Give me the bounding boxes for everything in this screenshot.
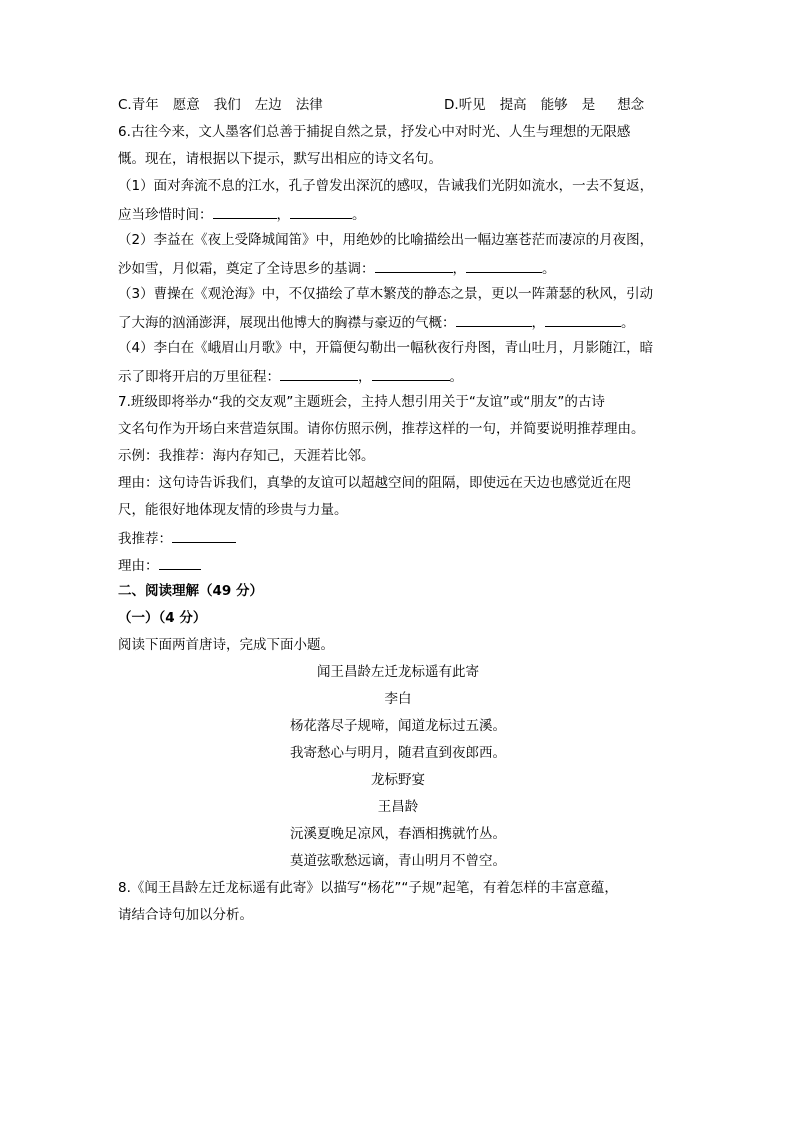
q7-reason-line-1: 理由：这句诗告诉我们，真挚的友谊可以超越空间的阻隔，即使远在天边也感觉近在咫 bbox=[118, 475, 631, 491]
option-c-word: 愿意 bbox=[172, 97, 200, 113]
q8-line-1: 8.《闻王昌龄左迁龙标遥有此寄》以描写“杨花”“子规”起笔，有着怎样的丰富意蕴， bbox=[118, 880, 618, 896]
q6-part3-line-2 bbox=[118, 312, 678, 339]
q7-intro-line-2: 文名句作为开场白来营造氛围。请你仿照示例，推荐这样的一句，并简要说明推荐理由。 bbox=[118, 421, 645, 437]
q6-intro-line-1: 6.古往今来，文人墨客们总善于捕捉自然之景，抒发心中对时光、人生与理想的无限感 bbox=[118, 124, 631, 140]
reason-blank[interactable] bbox=[159, 555, 201, 570]
section-subheading: （一）（4 分） bbox=[118, 610, 207, 626]
option-d-word: 听见 bbox=[458, 97, 486, 113]
poem-line: 沅溪夏晚足凉风，春酒相携就竹丛。 bbox=[290, 826, 506, 842]
option-d-word: 能够 bbox=[540, 97, 568, 113]
answer-blank[interactable] bbox=[372, 366, 450, 381]
q6-part2-line-1: （2）李益在《夜上受降城闻笛》中，用绝妙的比喻描绘出一幅边塞苍茫而凄凉的月夜图， bbox=[118, 232, 654, 248]
q7-recommend-row bbox=[118, 528, 678, 555]
q6-part2-text: 沙如雪，月似霜，奠定了全诗思乡的基调： bbox=[118, 261, 375, 277]
q6-part1-text: 应当珍惜时间： bbox=[118, 207, 213, 223]
q7-reason-line-2: 尺，能很好地体现友情的珍贵与力量。 bbox=[118, 502, 348, 518]
answer-blank[interactable] bbox=[466, 258, 542, 273]
option-c-word: 左边 bbox=[254, 97, 282, 113]
q6-part4-text: 示了即将开启的万里征程： bbox=[118, 369, 280, 385]
q6-part2-line-2 bbox=[118, 258, 678, 285]
answer-blank[interactable] bbox=[545, 312, 621, 327]
section-heading: 二、阅读理解（49 分） bbox=[118, 583, 263, 599]
option-c-word: 法律 bbox=[295, 97, 323, 113]
poem-title: 龙标野宴 bbox=[371, 772, 425, 788]
q8-line-2: 请结合诗句加以分析。 bbox=[118, 907, 253, 923]
option-d-word: 提高 bbox=[499, 97, 527, 113]
option-c-word: 青年 bbox=[131, 97, 159, 113]
poem-author: 李白 bbox=[384, 691, 412, 707]
comma: ， bbox=[358, 369, 372, 385]
recommend-blank[interactable] bbox=[172, 528, 236, 543]
section-instruction: 阅读下面两首唐诗，完成下面小题。 bbox=[118, 637, 334, 653]
q6-part1-line-2 bbox=[118, 204, 678, 231]
period: 。 bbox=[449, 369, 463, 385]
option-d-word: 想念 bbox=[617, 97, 645, 113]
q6-intro-line-2: 慨。现在，请根据以下提示，默写出相应的诗文名句。 bbox=[118, 151, 442, 167]
q6-part4-line-2 bbox=[118, 366, 678, 393]
recommend-label: 我推荐： bbox=[118, 531, 172, 547]
answer-blank[interactable] bbox=[280, 366, 358, 381]
poem-author: 王昌龄 bbox=[377, 799, 419, 815]
poem-title: 闻王昌龄左迁龙标遥有此寄 bbox=[317, 664, 479, 680]
poem-block bbox=[118, 663, 678, 879]
option-d-word: 是 bbox=[581, 97, 596, 113]
q7-example: 示例：我推荐：海内存知己，天涯若比邻。 bbox=[118, 448, 375, 464]
option-c-word: 我们 bbox=[213, 97, 241, 113]
comma: ， bbox=[531, 315, 545, 331]
answer-blank[interactable] bbox=[290, 204, 352, 219]
reason-label: 理由： bbox=[118, 558, 159, 574]
period: 。 bbox=[621, 315, 635, 331]
comma: ， bbox=[452, 261, 466, 277]
q6-part1-line-1: （1）面对奔流不息的江水，孔子曾发出深沉的感叹，告诫我们光阴如流水，一去不复返， bbox=[118, 178, 654, 194]
answer-blank[interactable] bbox=[456, 312, 532, 327]
option-c-label: C. bbox=[118, 97, 132, 113]
comma: ， bbox=[276, 207, 290, 223]
q7-reason-row bbox=[118, 555, 678, 582]
answer-blank[interactable] bbox=[213, 204, 277, 219]
q6-part4-line-1: （4）李白在《峨眉山月歌》中，开篇便勾勒出一幅秋夜行舟图，青山吐月，月影随江，暗 bbox=[118, 340, 654, 356]
option-d bbox=[444, 96, 658, 114]
option-c bbox=[118, 96, 337, 114]
q6-part3-line-1: （3）曹操在《观沧海》中，不仅描绘了草木繁茂的静态之景，更以一阵萧瑟的秋风，引动 bbox=[118, 286, 654, 302]
poem-line: 莫道弦歌愁远谪，青山明月不曾空。 bbox=[290, 853, 506, 869]
poem-line: 杨花落尽子规啼，闻道龙标过五溪。 bbox=[290, 718, 506, 734]
poem-line: 我寄愁心与明月，随君直到夜郎西。 bbox=[290, 745, 506, 761]
answer-blank[interactable] bbox=[375, 258, 453, 273]
q7-intro-line-1: 7.班级即将举办“我的交友观”主题班会，主持人想引用关于“友谊”或“朋友”的古诗 bbox=[118, 394, 605, 410]
period: 。 bbox=[542, 261, 556, 277]
q6-part3-text: 了大海的汹涌澎湃，展现出他博大的胸襟与豪迈的气概： bbox=[118, 315, 456, 331]
options-row bbox=[118, 96, 678, 123]
option-d-label: D. bbox=[444, 97, 459, 113]
document-page bbox=[118, 96, 678, 933]
period: 。 bbox=[352, 207, 366, 223]
